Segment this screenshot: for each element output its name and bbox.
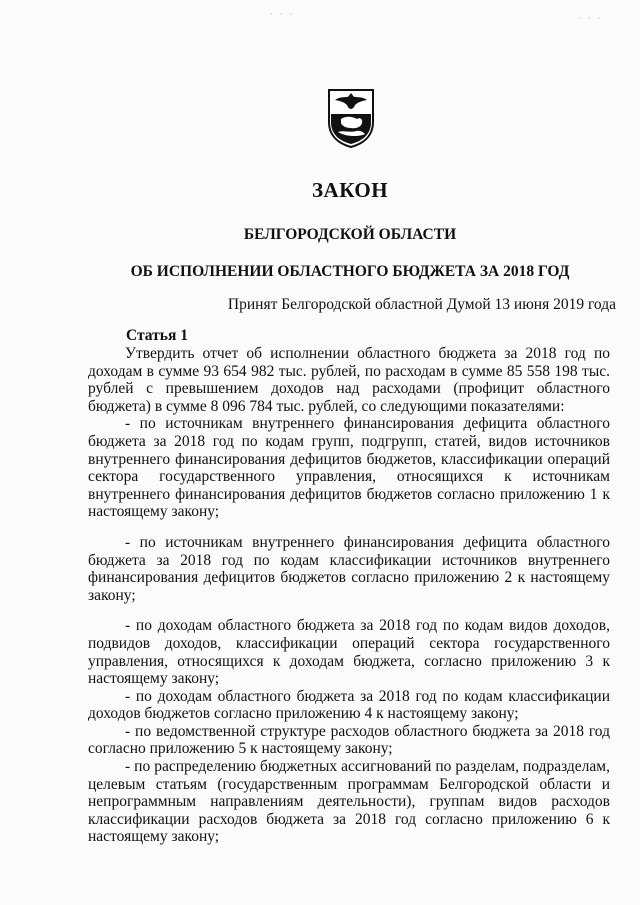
paragraph: Утвердить отчет об исполнении областного бюджета за 2018 год по доходам в сумме 93 654 982 тыс. рублей, по расходам в сумме 85 558 198 тыс. рублей с превышением доходов над расходами (профицит областного бюджета) в сумме 8 096 784 тыс. рублей, со следующими показателями: [88, 345, 610, 415]
list-item: - по доходам областного бюджета за 2018 год по кодам классификации доходов бюджетов согласно приложению 4 к настоящему закону; [88, 687, 610, 723]
list-item: - по распределению бюджетных ассигнований по разделам, подразделам, целевым статьям (государственным программам Белгородской области и непрограммным направлениям деятельности), группам видов расходов классификации расходов бюджета за 2018 год согласно приложению 6 к настоящему закону; [88, 758, 610, 846]
scan-artifact: · · · [270, 10, 295, 20]
article-heading: Статья 1 [126, 327, 188, 344]
list-item: - по источникам внутреннего финансирования дефицита областного бюджета за 2018 год по кодам классификации источников внутреннего финансирования дефицитов бюджетов согласно приложению 2 к настоящему закону; [88, 533, 610, 604]
document-subject: ОБ ИСПОЛНЕНИИ ОБЛАСТНОГО БЮДЖЕТА ЗА 2018 ГОД [130, 263, 570, 280]
scan-artifact: · · · [578, 14, 603, 24]
document-region: БЕЛГОРОДСКОЙ ОБЛАСТИ [243, 226, 457, 243]
list-item: - по доходам областного бюджета за 2018 год по кодам видов доходов, подвидов доходов, классификации операций сектора государственного управления, относящихся к доходам бюджета, согласно приложению 3 к настоящему закону; [88, 617, 610, 688]
adoption-note: Принят Белгородской областной Думой 13 июня 2019 года [227, 296, 616, 313]
coat-of-arms-icon [326, 86, 376, 148]
list-item: - по ведомственной структуре расходов областного бюджета за 2018 год согласно приложению 5 к настоящему закону; [88, 722, 610, 758]
list-item: - по источникам внутреннего финансирования дефицита областного бюджета за 2018 год по кодам групп, подгрупп, статей, видов источников внутреннего финансирования дефицитов бюджетов, классификации операций сектора государственного управления, относящихся к источникам внутреннего финансирования дефицитов бюджетов согласно приложению 1 к настоящему закону; [88, 415, 610, 521]
document-title: ЗАКОН [311, 178, 389, 202]
article-body [88, 345, 610, 846]
